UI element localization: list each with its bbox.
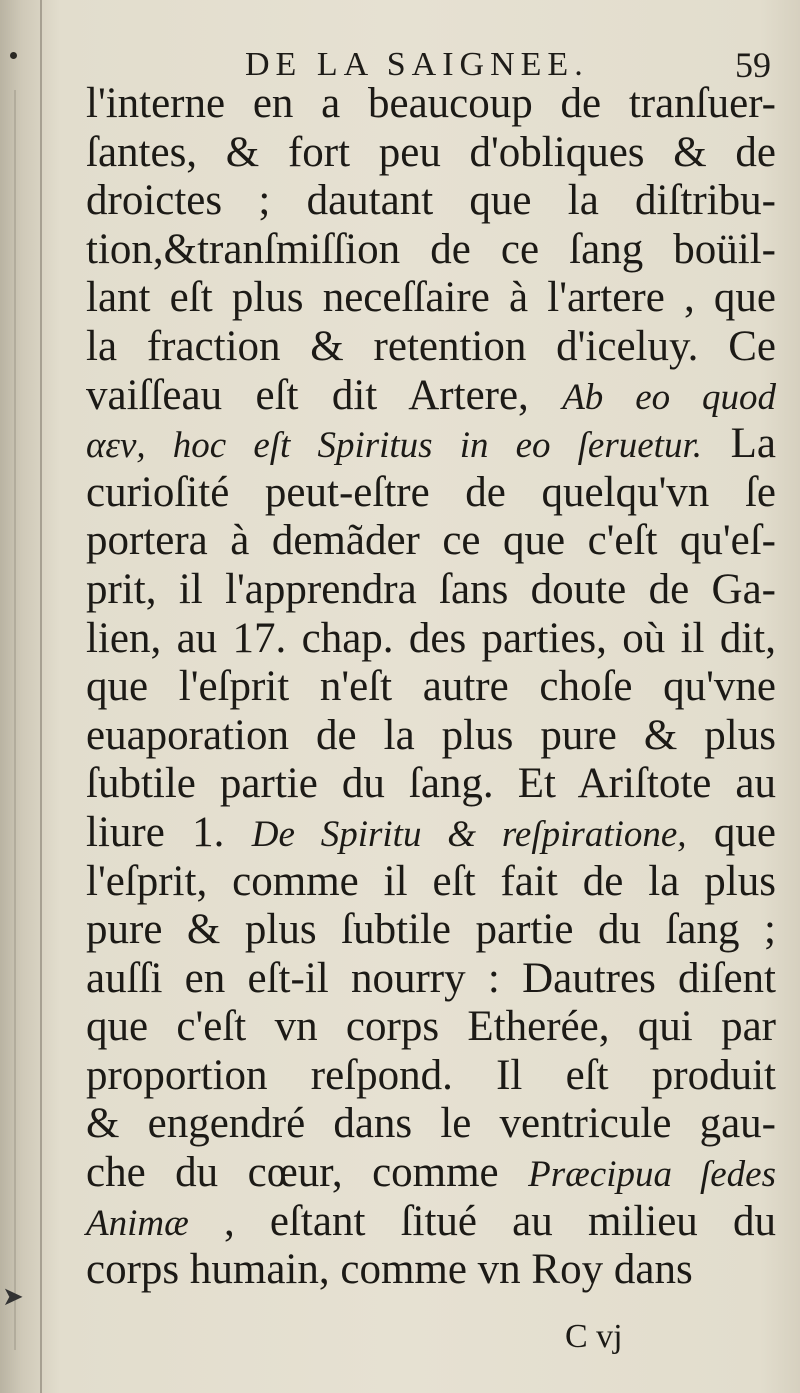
text-run: corps humain, comme vn Roy dans <box>86 1246 693 1294</box>
text-line <box>86 226 776 275</box>
italic-text: αεν, hoc eſt Spiritus in eo ſeruetur. <box>86 425 703 467</box>
page-number: 59 <box>735 45 771 85</box>
text-run: La <box>702 420 776 468</box>
text-line <box>86 274 776 323</box>
text-line <box>86 566 776 615</box>
text-line <box>86 906 776 955</box>
text-run: prit, il l'apprendra ſans doute de Ga- <box>86 565 776 613</box>
gutter-shadow-line <box>14 90 16 1350</box>
gutter-line <box>40 0 42 1393</box>
signature-mark: C vj <box>565 1318 623 1355</box>
text-line <box>86 955 776 1004</box>
text-line <box>86 469 776 518</box>
text-run: proportion reſpond. Il eſt produit <box>86 1051 776 1099</box>
text-run: lant eſt plus neceſſaire à l'artere , que <box>86 274 776 322</box>
text-line <box>86 420 776 469</box>
text-line <box>86 1100 776 1149</box>
text-line <box>86 615 776 664</box>
text-run: que c'eſt vn corps Etherée, qui par <box>86 1003 776 1051</box>
text-run: euaporation de la plus pure & plus <box>86 711 776 759</box>
text-run: tion,&tranſmiſſion de ce ſang boüil- <box>86 225 776 273</box>
text-run: que l'eſprit n'eſt autre choſe qu'vne <box>86 663 776 711</box>
text-run: , eſtant ſitué au milieu du <box>188 1197 776 1245</box>
text-run: vaiſſeau eſt dit Artere, <box>86 371 563 419</box>
text-run: & engendré dans le ventricule gau- <box>86 1100 776 1148</box>
text-run: auſſi en eſt-il nourry : Dautres diſent <box>86 954 776 1002</box>
margin-pointer-icon: ➤ <box>2 1282 24 1312</box>
text-line <box>86 1246 776 1295</box>
text-line <box>86 517 776 566</box>
text-run: pure & plus ſubtile partie du ſang ; <box>86 906 776 954</box>
running-head: DE LA SAIGNEE. <box>245 46 589 83</box>
text-line <box>86 809 776 858</box>
text-run: l'eſprit, comme il eſt fait de la plus <box>86 857 776 905</box>
text-run: curioſité peut-eſtre de quelqu'vn ſe <box>86 468 776 516</box>
text-line <box>86 323 776 372</box>
body-text <box>86 80 776 1295</box>
text-line <box>86 712 776 761</box>
text-line <box>86 1052 776 1101</box>
text-run: la fraction & retention d'iceluy. Ce <box>86 322 776 370</box>
text-run: che du cœur, comme <box>86 1149 529 1197</box>
text-run: liure 1. <box>86 808 252 856</box>
italic-text: Ab eo quod <box>562 376 776 418</box>
text-run: ſubtile partie du ſang. Et Ariſtote au <box>86 760 776 808</box>
text-line <box>86 663 776 712</box>
text-run: que <box>686 808 776 856</box>
italic-text: Præcipua ſedes <box>528 1154 776 1196</box>
text-run: l'interne en a beaucoup de tranſuer- <box>86 80 776 127</box>
text-line <box>86 129 776 178</box>
italic-text: De Spiritu & reſpiratione, <box>251 813 687 855</box>
text-line <box>86 1003 776 1052</box>
text-line <box>86 1198 776 1247</box>
text-run: lien, au 17. chap. des parties, où il dit, <box>86 614 776 662</box>
page-footer <box>0 1318 800 1368</box>
text-line <box>86 80 776 129</box>
text-line <box>86 1149 776 1198</box>
italic-text: Animæ <box>86 1202 189 1244</box>
text-line <box>86 760 776 809</box>
text-line <box>86 858 776 907</box>
text-run: ſantes, & fort peu d'obliques & de <box>86 128 776 176</box>
text-run: portera à demãder ce que c'eſt qu'eſ- <box>86 517 776 565</box>
text-line <box>86 177 776 226</box>
text-run: droictes ; dautant que la diſtribu- <box>86 177 776 225</box>
text-line <box>86 372 776 421</box>
